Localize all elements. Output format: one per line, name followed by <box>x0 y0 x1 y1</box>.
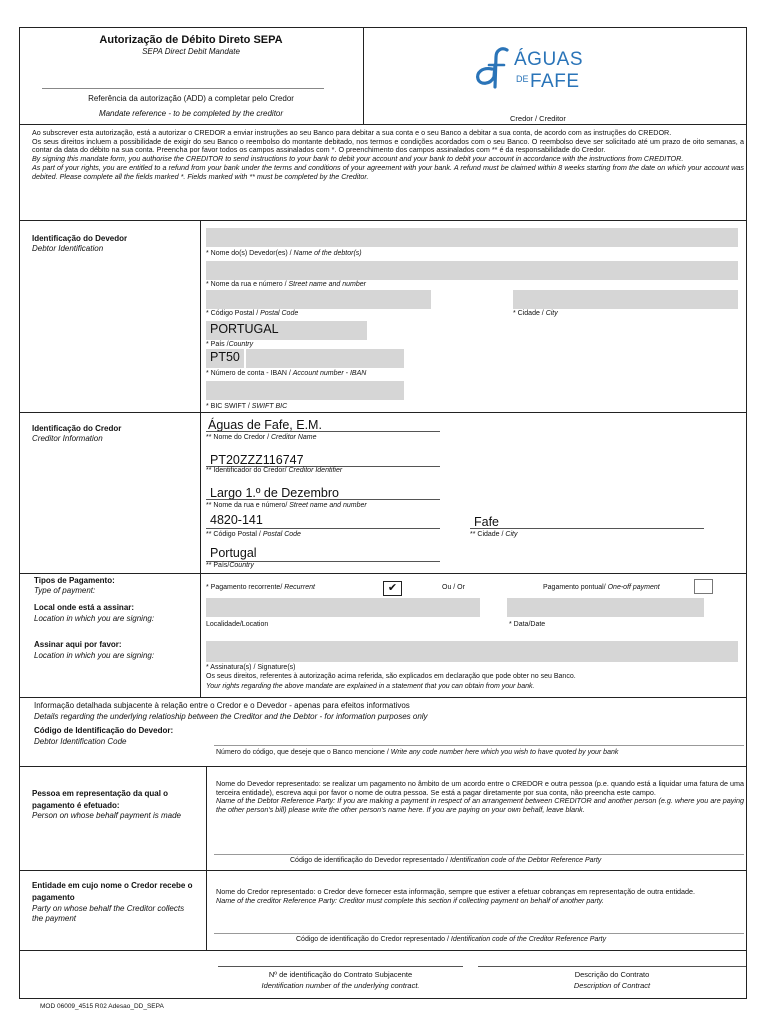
creditor-party-code-label: Código de identificação do Credor representado / Identification code of the Creditor Reference Party <box>296 936 607 943</box>
creditor-city-line <box>470 528 704 529</box>
signing-place-title: Local onde está a assinar: <box>34 603 135 612</box>
section-divider <box>206 766 207 870</box>
signature-label: * Assinatura(s) / Signature(s) <box>206 664 296 671</box>
sign-here-title: Assinar aqui por favor: <box>34 640 122 649</box>
intro-text: Ao subscrever esta autorização, está a autorizar o CREDOR a enviar instruções ao seu Banco para debitar a sua conta e o seu Banco a debitar a sua conta, de acordo com as instruções do CREDOR. Os seus direitos incluem a possibilidade de exigir do seu Banco o reembolso do montante debitado, nos termos e condições acordados com o seu Banco. O reembolso deve ser solicitado até um prazo de oito semanas, a contar da data do débito na sua conta. Preencha por favor todos os campos assinalados com *. O preenchimento dos campos assinalados com ** é da responsabilidade do Credor. By signing this mandate form, you authorise the CREDITOR to send instructions to your bank to debit your account and your bank to debit your account in accordance with the instructions from CREDITOR. As part of your rights, you are entitled to a refund from your bank under the terms and conditions of your agreement with your bank. A refund must be claimed within 8 weeks starting from the date on which your account was debited. Please complete all the fields marked *. Fields marked with ** must be completed by the Creditor. <box>32 128 744 181</box>
creditor-party-subtitle: Party on whose behalf the Creditor collects the payment <box>32 904 185 923</box>
debtor-name-label: * Nome do(s) Devedor(es) / Name of the debtor(s) <box>206 250 362 257</box>
aguas-de-fafe-logo <box>472 43 612 95</box>
creditor-name-value: Águas de Fafe, E.M. <box>208 418 322 432</box>
debtor-postal-field[interactable] <box>206 290 431 309</box>
oneoff-checkbox[interactable] <box>694 579 713 594</box>
oneoff-label: Pagamento pontual/ One-off payment <box>543 584 660 591</box>
form-code: MOD 06009_4515 R02 Adesao_DD_SEPA <box>40 1003 164 1010</box>
creditor-party-code-line[interactable] <box>214 933 744 934</box>
debtor-bic-field[interactable] <box>206 381 404 400</box>
recurrent-checkbox[interactable] <box>383 581 402 596</box>
date-label: * Data/Date <box>509 621 546 628</box>
reference-party-title: Pessoa em representação da qual o pagamento é efetuado: <box>32 789 169 810</box>
details-info-en: Details regarding the underlying relatioship between the Creditor and the Debtor - for information purposes only <box>34 712 428 721</box>
reference-party-code-label: Código de identificação do Devedor representado / Identification code of the Debtor Reference Party <box>290 857 602 864</box>
divider <box>19 870 747 871</box>
divider <box>19 412 747 413</box>
debtor-city-field[interactable] <box>513 290 738 309</box>
creditor-city-value: Fafe <box>474 515 500 529</box>
creditor-name-line <box>206 431 440 432</box>
debtor-code-line[interactable] <box>214 745 744 746</box>
divider <box>19 766 747 767</box>
logo-text-2: FAFE <box>530 71 580 92</box>
sign-here-subtitle: Location in which you are signing: <box>34 651 155 660</box>
contract-description-label: Descrição do Contrato <box>574 970 650 979</box>
divider <box>19 220 747 221</box>
creditor-caption: Credor / Creditor <box>510 114 566 123</box>
debtor-iban-label: * Número de conta - IBAN / Account number - IBAN <box>206 370 367 377</box>
divider <box>19 573 747 574</box>
header-divider <box>363 27 364 124</box>
or-label: Ou / Or <box>442 584 465 591</box>
creditor-name-label: ** Nome do Credor / Creditor Name <box>206 434 317 441</box>
section-divider <box>200 573 201 697</box>
debtor-street-field[interactable] <box>206 261 738 280</box>
debtor-country-label: * País /Country <box>206 341 254 348</box>
debtor-city-label: * Cidade / City <box>513 310 558 317</box>
creditor-postal-value: 4820-141 <box>210 513 263 527</box>
creditor-party-description: Nome do Credor representado: o Credor deve fornecer esta informação, sempre que estiver a efetuar cobranças em representação de outra entidade. Name of the creditor Reference Party: Creditor must complete this section if collecting payment on behalf of another party. <box>216 887 696 905</box>
creditor-country-label: ** País/Country <box>206 562 254 569</box>
date-field[interactable] <box>507 598 704 617</box>
debtor-country-value: PORTUGAL <box>210 322 279 336</box>
creditor-section-subtitle: Creditor Information <box>32 434 103 443</box>
creditor-country-value: Portugal <box>210 546 257 560</box>
form-subtitle: SEPA Direct Debit Mandate <box>142 47 240 56</box>
contract-number-label-en: Identification number of the underlying contract. <box>261 981 420 990</box>
divider <box>19 124 747 125</box>
debtor-iban-field[interactable] <box>246 349 404 368</box>
location-label: Localidade/Location <box>206 621 269 628</box>
debtor-bic-label: * BIC SWIFT / SWIFT BIC <box>206 403 288 410</box>
reference-party-description: Nome do Devedor representado: se realizar um pagamento no âmbito de um acordo entre o CREDOR e outra pessoa (p.e. quando está a liquidar uma fatura de uma terceira entidade), escreva aqui por favor o nome de outra pessoa. Se está a pagar diretamente por sua conta, não preencha este campo. Name of the Debtor Reference Party: If you are making a payment in respect of an arrangement between CREDITOR and another person (e.g. where you are paying the other person's bill) please write the other person's name here. If you are paying on your own behalf, leave blank. <box>216 779 744 815</box>
creditor-street-value: Largo 1.º de Dezembro <box>210 486 339 500</box>
contract-number-label: Nº de identificação do Contrato Subjacente <box>268 970 413 979</box>
payment-type-subtitle: Type of payment: <box>34 586 96 595</box>
creditor-postal-label: ** Código Postal / Postal Code <box>206 531 301 538</box>
section-divider <box>200 412 201 573</box>
payment-type-title: Tipos de Pagamento: <box>34 576 115 585</box>
creditor-street-label: ** Nome da rua e número/ Street name and number <box>206 502 367 509</box>
contract-number-line[interactable] <box>218 966 463 967</box>
reference-party-subtitle: Person on whose behalf payment is made <box>32 811 181 820</box>
divider <box>19 697 747 698</box>
rights-text-en: Your rights regarding the above mandate are explained in a statement that you can obtain from your bank. <box>206 683 535 690</box>
divider <box>19 950 747 951</box>
debtor-code-label: Número do código, que deseje que o Banco mencione / Write any code number here which you wish to have quoted by your bank <box>216 749 619 756</box>
creditor-postal-line <box>206 528 440 529</box>
section-divider <box>206 870 207 950</box>
mandate-reference-label: Referência da autorização (ADD) a completar pelo Credor <box>88 94 294 103</box>
debtor-code-subtitle: Debtor Identification Code <box>34 737 127 746</box>
debtor-name-field[interactable] <box>206 228 738 247</box>
mandate-reference-label-en: Mandate reference - to be completed by the creditor <box>98 109 284 118</box>
logo-text-prefix: DE <box>516 74 529 84</box>
debtor-street-label: * Nome da rua e número / Street name and number <box>206 281 366 288</box>
recurrent-label: * Pagamento recorrente/ Recurrent <box>206 584 315 591</box>
check-icon: ✔ <box>387 582 398 594</box>
contract-description-label-en: Description of Contract <box>573 981 651 990</box>
creditor-party-title: Entidade em cujo nome o Credor recebe o pagamento <box>32 881 193 902</box>
debtor-postal-label: * Código Postal / Postal Code <box>206 310 299 317</box>
debtor-iban-prefix: PT50 <box>210 350 240 364</box>
creditor-city-label: ** Cidade / City <box>470 531 518 538</box>
creditor-section-title: Identificação do Credor <box>32 424 122 433</box>
creditor-street-line <box>206 499 440 500</box>
form-title: Autorização de Débito Direto SEPA <box>99 34 283 46</box>
reference-party-code-line[interactable] <box>214 854 744 855</box>
logo-text-1: ÁGUAS <box>514 49 584 70</box>
location-field[interactable] <box>206 598 480 617</box>
section-divider <box>200 220 201 412</box>
signing-place-subtitle: Location in which you are signing: <box>34 614 155 623</box>
details-info-pt: Informação detalhada subjacente à relação entre o Credor e o Devedor - apenas para efeitos informativos <box>34 701 410 710</box>
debtor-section-subtitle: Debtor Identification <box>32 244 104 253</box>
debtor-code-title: Código de Identificação do Devedor: <box>34 726 174 735</box>
debtor-section-title: Identificação do Devedor <box>32 234 128 243</box>
signature-field[interactable] <box>206 641 738 662</box>
creditor-id-label: ** Identificador do Credor/ Creditor Identifier <box>206 467 343 474</box>
mandate-reference-line <box>42 88 324 89</box>
creditor-id-value: PT20ZZZ116747 <box>210 453 304 467</box>
contract-description-line[interactable] <box>478 966 746 967</box>
rights-text-pt: Os seus direitos, referentes à autorização acima referida, são explicados em declaração que pode obter no seu Banco. <box>206 673 576 680</box>
